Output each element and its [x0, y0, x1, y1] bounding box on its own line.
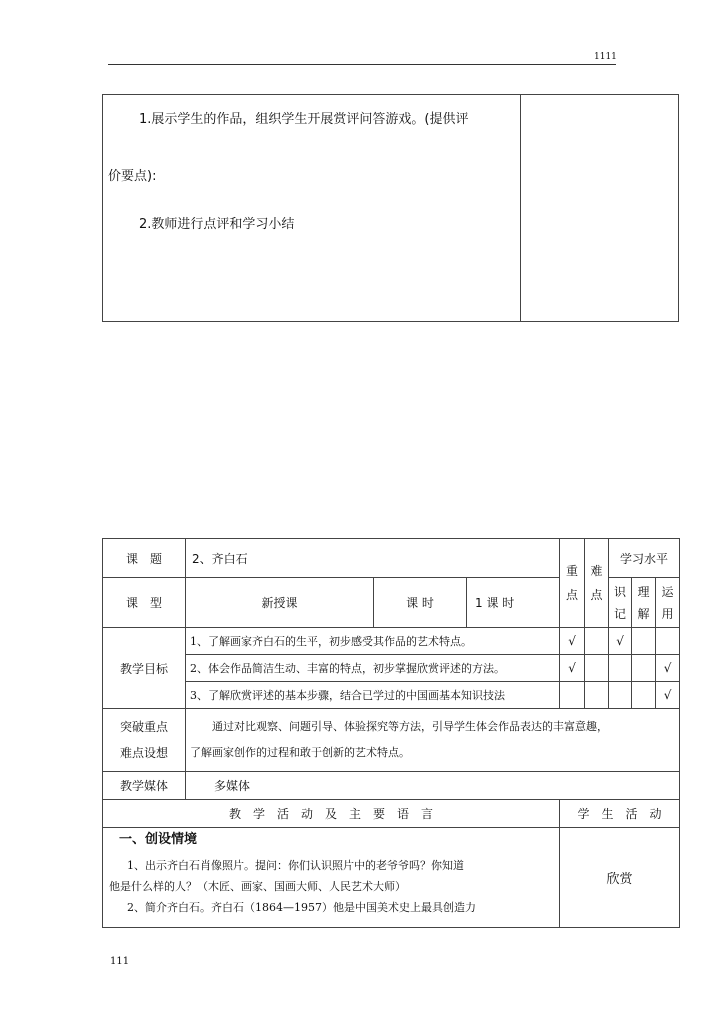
activity-para-1: 1、出示齐白石肖像照片。提问：你们认识照片中的老爷爷吗？你知道 [127, 859, 464, 872]
level-label: 学习水平 [609, 539, 680, 578]
objectives-label: 教学目标 [103, 628, 186, 709]
objective-1-mark-2 [585, 628, 609, 655]
topic-value: 2、齐白石 [186, 539, 560, 578]
objective-1-mark-3: √ [609, 628, 632, 655]
breakthrough-text: 通过对比观察、问题引导、体验探究等方法，引导学生体会作品表达的丰富意趣， 了解画家创作的过程和敢于创新的艺术特点。 [186, 709, 680, 772]
breakthrough-label: 突破重点 难点设想 [103, 709, 186, 772]
header-rule [108, 64, 616, 65]
objective-2: 2、体会作品简洁生动、丰富的特点，初步掌握欣赏评述的方法。 [186, 655, 560, 682]
activity-para-2: 他是什么样的人？（木匠、画家、国画大师、人民艺术大师） [109, 880, 406, 893]
review-cell [103, 95, 521, 322]
review-line-1: 1.展示学生的作品，组织学生开展赏评问答游戏。(提供评 [139, 112, 469, 127]
key-label: 重点 [560, 539, 585, 628]
media-label: 教学媒体 [103, 772, 186, 800]
objective-1-mark-4 [632, 628, 656, 655]
objective-2-mark-4 [632, 655, 656, 682]
objective-3-mark-2 [585, 682, 609, 709]
objective-3-mark-5: √ [656, 682, 680, 709]
hours-value: 1 课 时 [467, 578, 560, 628]
level-col-3: 运用 [656, 578, 680, 628]
objective-3: 3、了解欣赏评述的基本步骤，结合已学过的中国画基本知识技法 [186, 682, 560, 709]
level-col-2: 理解 [632, 578, 656, 628]
section-title: 一、创设情境 [119, 832, 198, 847]
objective-3-mark-1 [560, 682, 585, 709]
objective-3-mark-4 [632, 682, 656, 709]
level-col-1: 识记 [609, 578, 632, 628]
activities-header: 教 学 活 动 及 主 要 语 言 [103, 800, 560, 828]
media-value: 多媒体 [186, 772, 680, 800]
objective-2-mark-5: √ [656, 655, 680, 682]
lesson-plan-table [102, 538, 680, 928]
objective-1: 1、了解画家齐白石的生平，初步感受其作品的艺术特点。 [186, 628, 560, 655]
activity-para-3: 2、简介齐白石。齐白石（1864—1957）他是中国美术史上最具创造力 [127, 901, 476, 914]
type-label: 课 型 [103, 578, 186, 628]
type-value: 新授课 [186, 578, 374, 628]
review-table [102, 94, 679, 322]
student-activity: 欣赏 [560, 828, 680, 928]
hours-label: 课 时 [374, 578, 467, 628]
objective-1-mark-5 [656, 628, 680, 655]
footer-page-number: 111 [110, 956, 130, 967]
student-header: 学 生 活 动 [560, 800, 680, 828]
objective-2-mark-3 [609, 655, 632, 682]
review-line-2: 价要点): [108, 169, 157, 184]
header-page-number: 1111 [594, 52, 617, 62]
review-side-cell [521, 95, 679, 322]
objective-3-mark-3 [609, 682, 632, 709]
objective-1-mark-1: √ [560, 628, 585, 655]
activities-content [103, 828, 560, 928]
topic-label: 课 题 [103, 539, 186, 578]
review-line-3: 2.教师进行点评和学习小结 [139, 217, 295, 232]
objective-2-mark-2 [585, 655, 609, 682]
objective-2-mark-1: √ [560, 655, 585, 682]
difficulty-label: 难点 [585, 539, 609, 628]
